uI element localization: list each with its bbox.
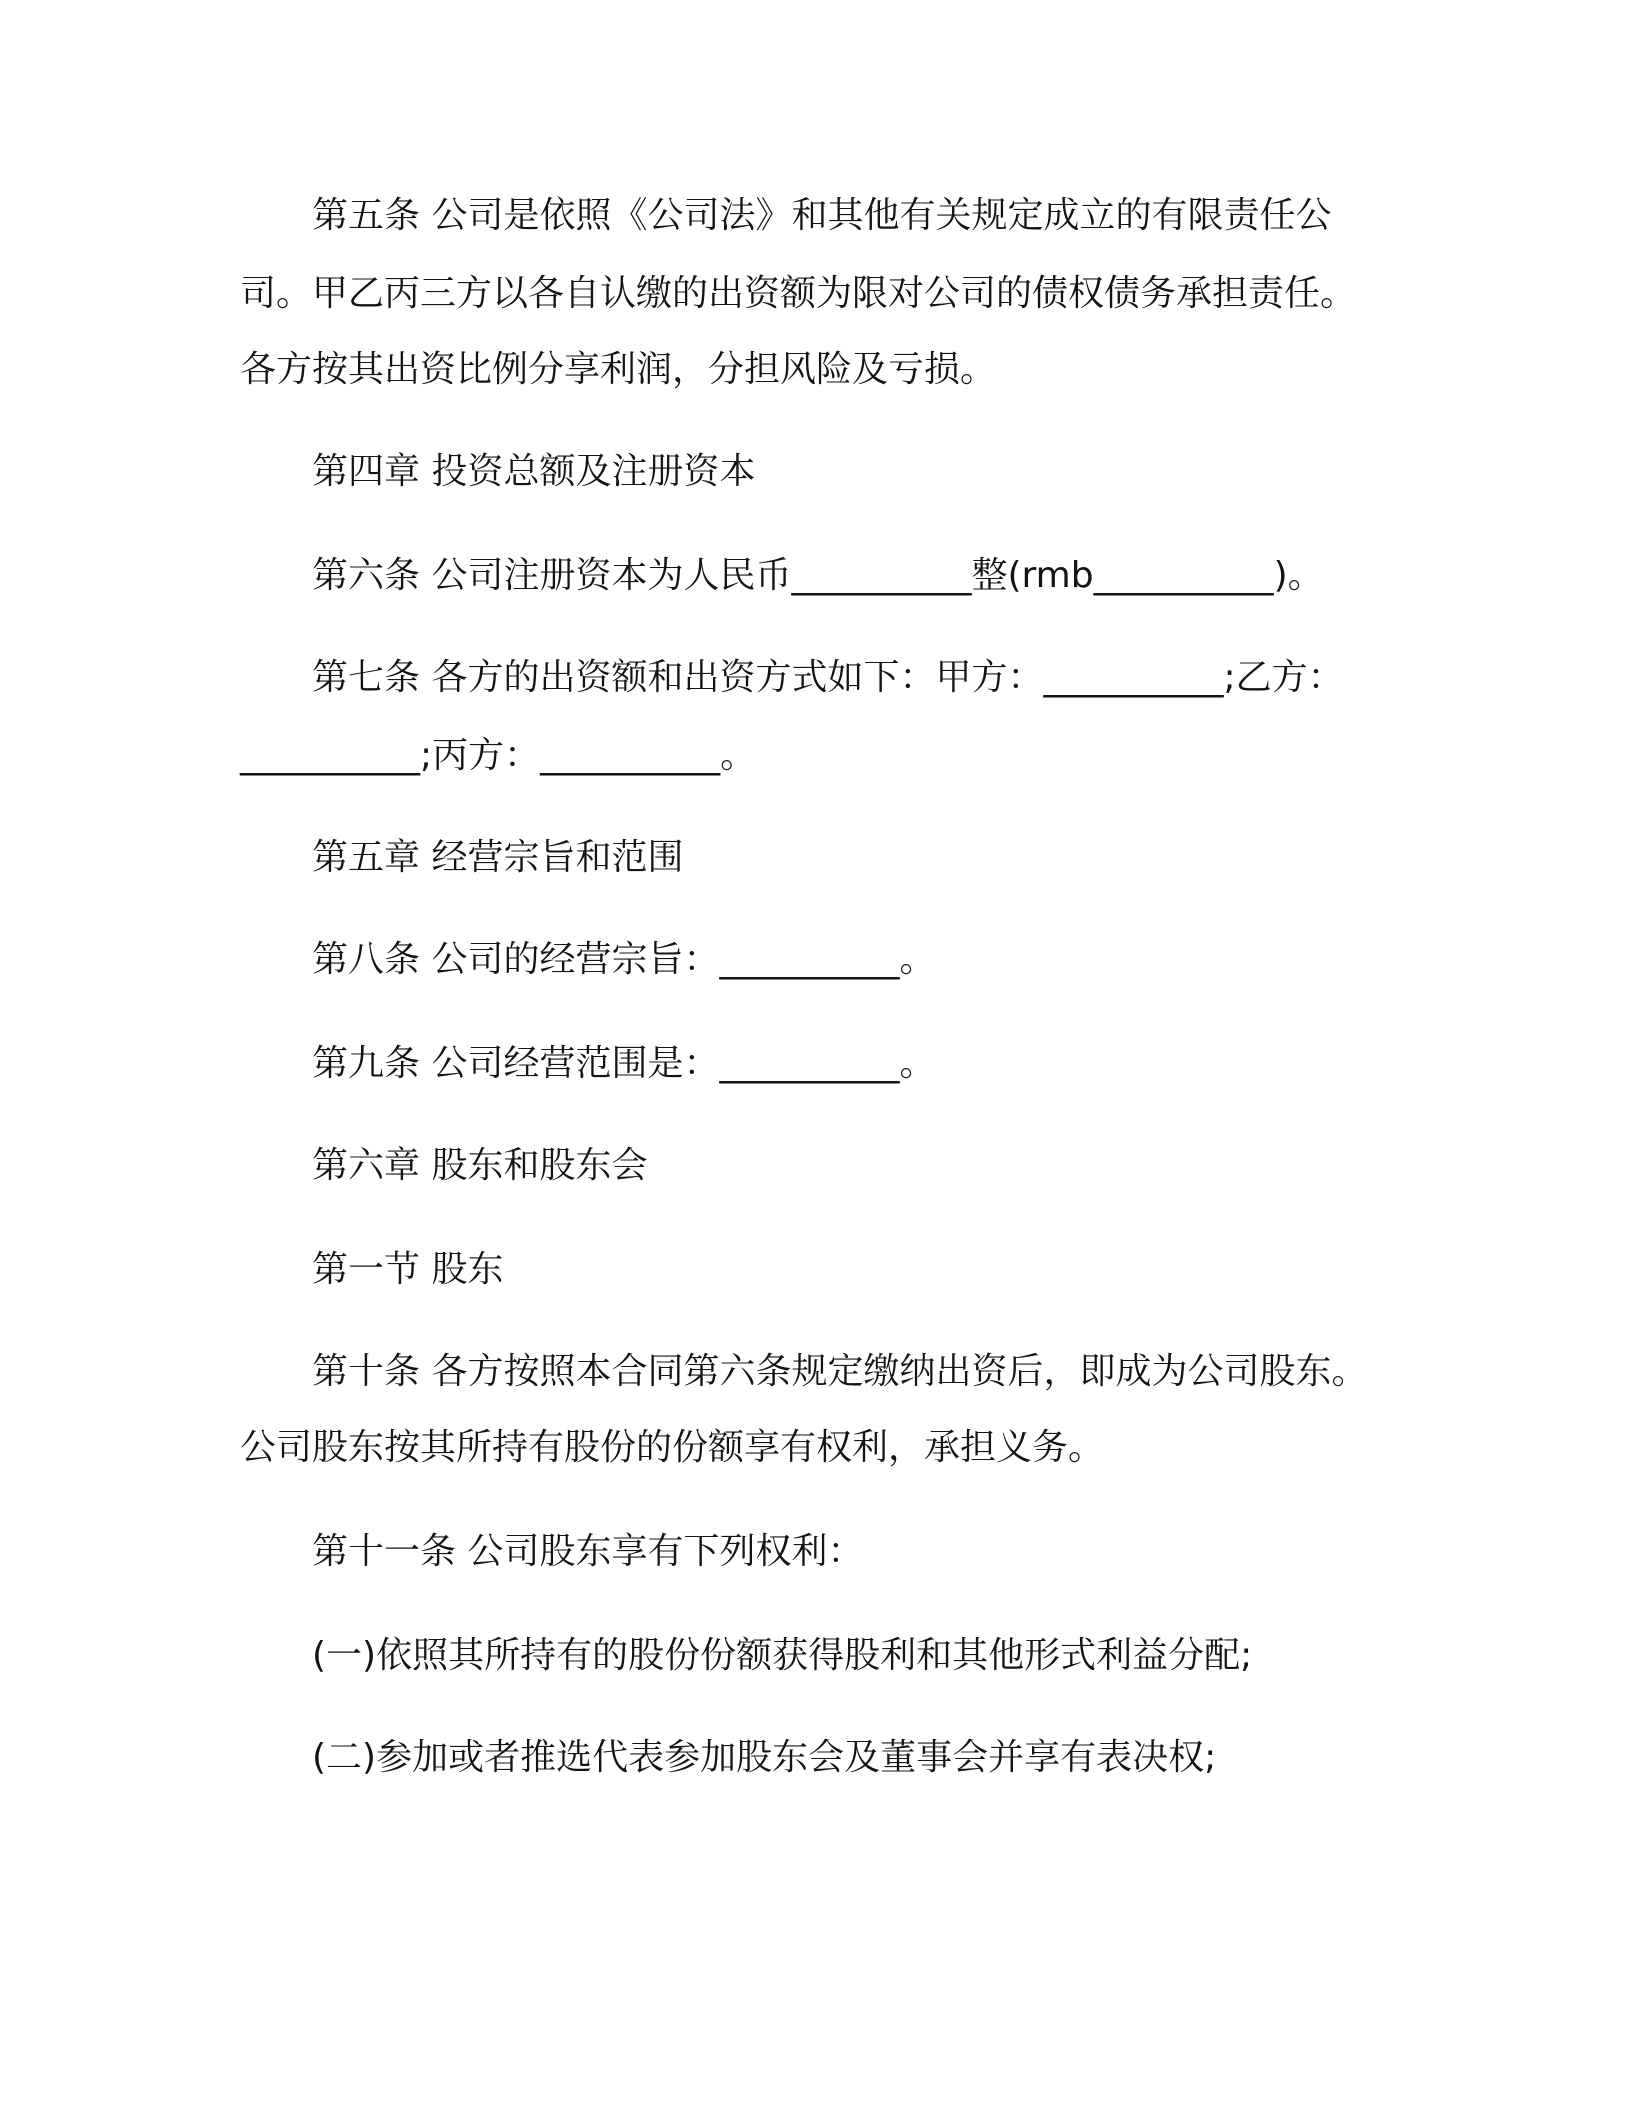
chapter-6-heading: 第六章 股东和股东会 [312, 1145, 648, 1186]
article-5-line-1: 第五条 公司是依照《公司法》和其他有关规定成立的有限责任公 [312, 195, 1332, 236]
article-5-line-3: 各方按其出资比例分享利润，分担风险及亏损。 [240, 349, 997, 390]
article-11: 第十一条 公司股东享有下列权利： [312, 1531, 864, 1572]
article-5-line-2: 司。甲乙丙三方以各自认缴的出资额为限对公司的债权债务承担责任。 [240, 273, 1357, 314]
article-10-line-2: 公司股东按其所持有股份的份额享有权利，承担义务。 [240, 1427, 1105, 1468]
chapter-5-heading: 第五章 经营宗旨和范围 [312, 837, 684, 878]
section-1-heading: 第一节 股东 [312, 1249, 504, 1290]
article-11-item-2: (二)参加或者推选代表参加股东会及董事会并享有表决权; [312, 1737, 1217, 1778]
article-8: 第八条 公司的经营宗旨：__________。 [312, 939, 936, 980]
article-9: 第九条 公司经营范围是：__________。 [312, 1043, 936, 1084]
article-11-item-1: (一)依照其所持有的股份份额获得股利和其他形式利益分配; [312, 1635, 1253, 1676]
chapter-4-heading: 第四章 投资总额及注册资本 [312, 451, 756, 492]
article-7-line-2: __________;丙方：__________。 [240, 735, 757, 776]
article-6: 第六条 公司注册资本为人民币__________整(rmb__________)。 [312, 555, 1324, 596]
article-7-line-1: 第七条 各方的出资额和出资方式如下：甲方：__________;乙方： [312, 657, 1344, 698]
article-10-line-1: 第十条 各方按照本合同第六条规定缴纳出资后，即成为公司股东。 [312, 1351, 1368, 1392]
